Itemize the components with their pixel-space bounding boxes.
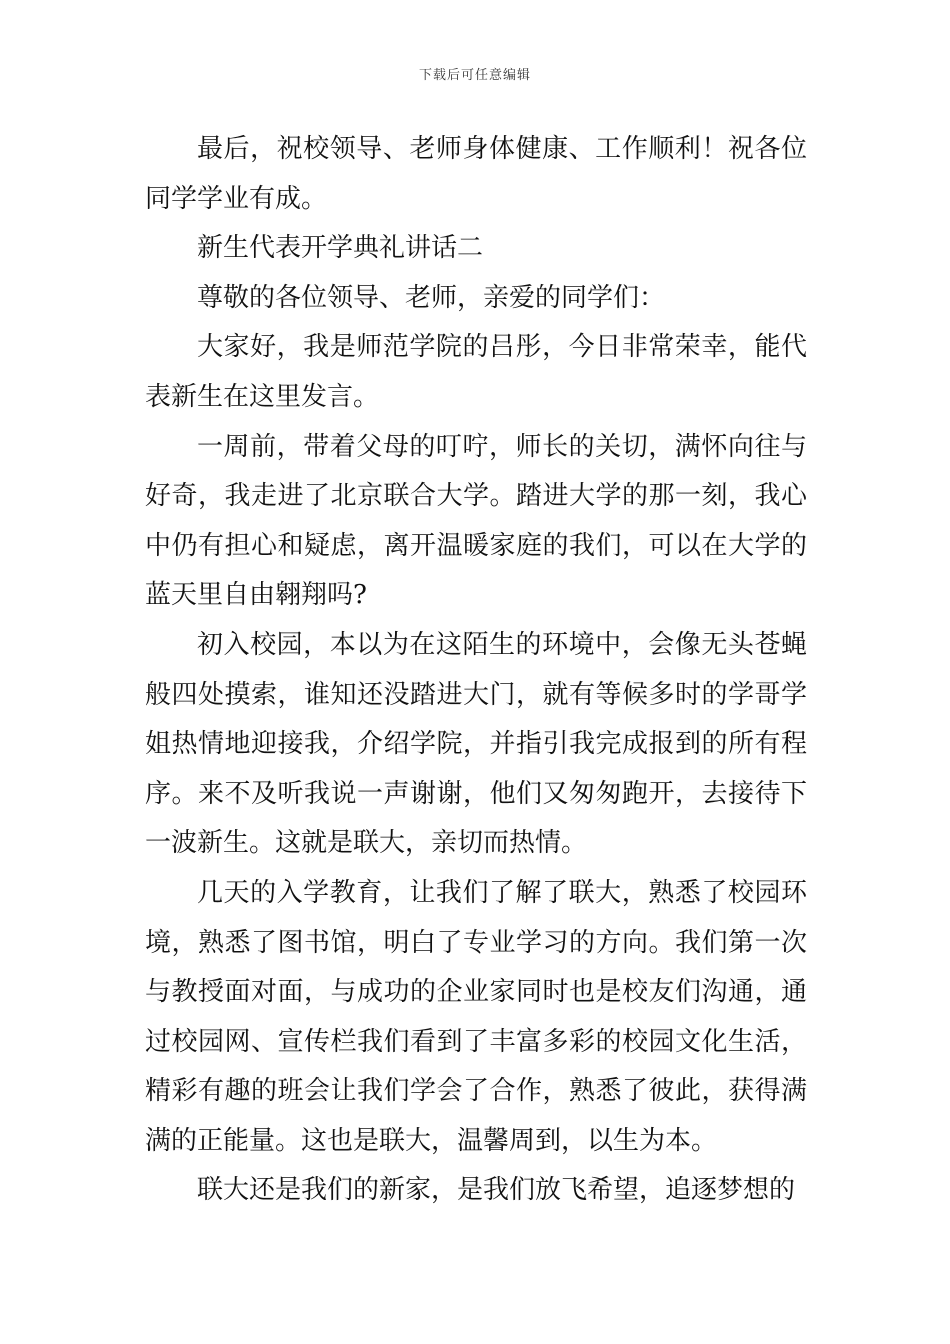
section-title: 新生代表开学典礼讲话二	[197, 233, 484, 264]
page-header-note: 下载后可任意编辑	[418, 68, 531, 83]
paragraph-arrival: 一周前，带着父母的叮咛，师长的关切，满怀向往与好奇，我走进了北京联合大学。踏进大学的那一刻，我心中仍有担心和疑虑，离开温暖家庭的我们，可以在大学的蓝天里自由翱翔吗?	[145, 431, 807, 611]
paragraph-closing-wishes: 最后，祝校领导、老师身体健康、工作顺利！祝各位同学学业有成。	[145, 134, 807, 214]
paragraph-greeting: 大家好，我是师范学院的吕彤，今日非常荣幸，能代表新生在这里发言。	[145, 332, 807, 412]
paragraph-first-impression: 初入校园，本以为在这陌生的环境中，会像无头苍蝇般四处摸索，谁知还没踏进大门，就有等候多时的学哥学姐热情地迎接我，介绍学院，并指引我完成报到的所有程序。来不及听我说一声谢谢，他们又匆匆跑开，去接待下一波新生。这就是联大，亲切而热情。	[145, 629, 807, 859]
paragraph-orientation: 几天的入学教育，让我们了解了联大，熟悉了校园环境，熟悉了图书馆，明白了专业学习的方向。我们第一次与教授面对面，与成功的企业家同时也是校友们沟通，通过校园网、宣传栏我们看到了丰富多彩的校园文化生活，精彩有趣的班会让我们学会了合作，熟悉了彼此，获得满满的正能量。这也是联大，温馨周到，以生为本。	[145, 877, 807, 1156]
document-body	[145, 125, 807, 1216]
paragraph-new-home: 联大还是我们的新家，是我们放飞希望，追逐梦想的	[197, 1175, 796, 1206]
paragraph-salutation: 尊敬的各位领导、老师，亲爱的同学们：	[197, 282, 666, 313]
